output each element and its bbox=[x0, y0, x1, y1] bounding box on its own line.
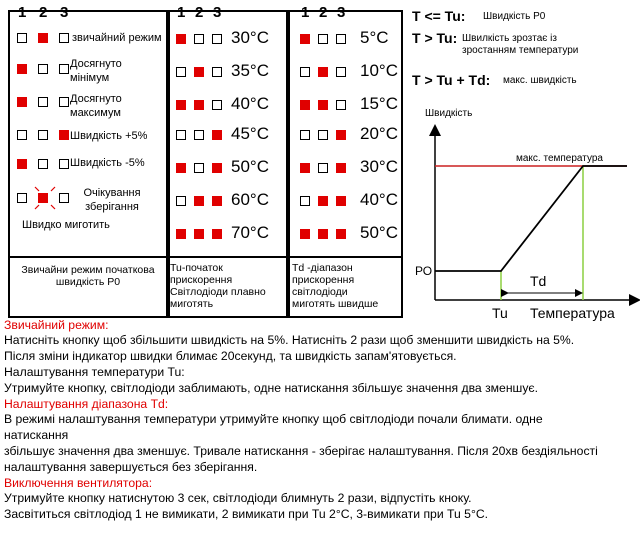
heading-normal-mode: Звичайний режим: bbox=[4, 318, 109, 332]
graph-max-label: макс. температура bbox=[516, 153, 603, 164]
td-led-4-3 bbox=[336, 130, 346, 140]
td-temp-1: 5°C bbox=[360, 28, 389, 47]
tu-led-3-3 bbox=[212, 100, 222, 110]
mode-header-2: 2 bbox=[39, 4, 48, 21]
mode-led-4-3 bbox=[59, 130, 69, 140]
legend-max-cond: T > Tu + Td: bbox=[412, 72, 491, 88]
blink-rays-icon bbox=[30, 184, 60, 214]
td-header-1: 1 bbox=[301, 4, 310, 21]
speed-curve bbox=[435, 166, 627, 271]
tu-led-3-1 bbox=[176, 100, 186, 110]
td-header-3: 3 bbox=[337, 4, 346, 21]
td-led-7-1 bbox=[300, 229, 310, 239]
tu-led-4-3 bbox=[212, 130, 222, 140]
mode-led-5-2 bbox=[38, 159, 48, 169]
tu-temp-4: 45°C bbox=[231, 124, 269, 143]
legend-gt-tu-cond: T > Tu: bbox=[412, 30, 458, 46]
mode-led-1-1 bbox=[17, 33, 27, 43]
mode-led-6-1 bbox=[17, 193, 27, 203]
tu-led-1-1 bbox=[176, 34, 186, 44]
mode-header-1: 1 bbox=[18, 4, 27, 21]
td-led-3-1 bbox=[300, 100, 310, 110]
mode-label-normal: звичайний режим bbox=[72, 32, 162, 44]
td-led-5-2 bbox=[318, 163, 328, 173]
heading-fan-off: Виключення вентилятора: bbox=[4, 476, 153, 490]
tu-led-2-1 bbox=[176, 67, 186, 77]
legend-tu-cond: T <= Tu: bbox=[412, 8, 466, 24]
td-led-6-2 bbox=[318, 196, 328, 206]
mode-led-2-1 bbox=[17, 64, 27, 74]
mode-led-2-2 bbox=[38, 64, 48, 74]
tu-led-3-2 bbox=[194, 100, 204, 110]
mode-led-3-1 bbox=[17, 97, 27, 107]
mode-led-2-3 bbox=[59, 64, 69, 74]
text-line-3: Після зміни індикатор швидки блимає 20секунд, та швидкість запам'ятовується. bbox=[4, 349, 457, 363]
td-temp-2: 10°C bbox=[360, 61, 398, 80]
tu-header-2: 2 bbox=[195, 4, 204, 21]
mode-footer-text: Звичайни режим початкова швидкість Р0 bbox=[21, 264, 155, 288]
mode-led-5-1 bbox=[17, 159, 27, 169]
tu-led-6-3 bbox=[212, 196, 222, 206]
tu-temp-7: 70°C bbox=[231, 223, 269, 242]
mode-header-3: 3 bbox=[60, 4, 69, 21]
td-temp-4: 20°C bbox=[360, 124, 398, 143]
td-led-3-2 bbox=[318, 100, 328, 110]
mode-label-plus: Швидкість +5% bbox=[70, 130, 148, 142]
tu-led-4-1 bbox=[176, 130, 186, 140]
tu-led-1-2 bbox=[194, 34, 204, 44]
mode-label-minus: Швидкість -5% bbox=[70, 157, 145, 169]
td-led-6-1 bbox=[300, 196, 310, 206]
mode-led-3-3 bbox=[59, 97, 69, 107]
tu-temp-5: 50°C bbox=[231, 157, 269, 176]
tu-led-5-3 bbox=[212, 163, 222, 173]
td-temp-6: 40°C bbox=[360, 190, 398, 209]
td-led-1-2 bbox=[318, 34, 328, 44]
td-led-1-1 bbox=[300, 34, 310, 44]
mode-label-min: Досягнуто мінімум bbox=[70, 58, 122, 84]
tu-temp-6: 60°C bbox=[231, 190, 269, 209]
mode-led-4-2 bbox=[38, 130, 48, 140]
td-temp-7: 50°C bbox=[360, 223, 398, 242]
td-led-3-3 bbox=[336, 100, 346, 110]
tu-led-6-2 bbox=[194, 196, 204, 206]
tu-led-2-2 bbox=[194, 67, 204, 77]
td-header-2: 2 bbox=[319, 4, 328, 21]
td-footer-text: Td -діапазон прискорення світлодіоди миготять швидше bbox=[292, 262, 379, 310]
tu-led-7-3 bbox=[212, 229, 222, 239]
tu-footer-text: Tu-початок прискорення Світлодіоди плавно миготять bbox=[170, 262, 266, 310]
text-line-7: В режимі налаштування температури утримуйте кнопку щоб світлодіоди почали блимати. одне bbox=[4, 412, 543, 426]
tu-panel bbox=[168, 10, 288, 258]
text-line-13: Засвітиться світлодіод 1 не вимикати, 2 вимикати при Tu 2°C, 3-вимикати при Tu 5°C. bbox=[4, 507, 489, 521]
graph-tu-label: Tu bbox=[492, 305, 508, 321]
td-led-1-3 bbox=[336, 34, 346, 44]
blink-label: Швидко миготить bbox=[22, 219, 110, 231]
text-line-10: налаштування завершується без зберігання. bbox=[4, 460, 258, 474]
text-line-12: Утримуйте кнопку натиснутою 3 сек, світлодіоди блимнуть 2 рази, відпустіть кноку. bbox=[4, 491, 472, 505]
mode-led-3-2 bbox=[38, 97, 48, 107]
mode-led-5-3 bbox=[59, 159, 69, 169]
text-line-9: збільшує значення два зменшує. Тривале натискання - зберігає налаштування. Після 20хв бездіяльності bbox=[4, 444, 598, 458]
tu-led-6-1 bbox=[176, 196, 186, 206]
text-line-5: Утримуйте кнопку, світлодіоди заблимають, одне натискання збільшує значення два зменшує. bbox=[4, 381, 539, 395]
mode-led-1-2 bbox=[38, 33, 48, 43]
tu-header-1: 1 bbox=[177, 4, 186, 21]
graph-p0-label: РО bbox=[415, 264, 433, 278]
heading-tu: Налаштування температури Tu: bbox=[4, 365, 185, 379]
tu-led-5-1 bbox=[176, 163, 186, 173]
tu-led-1-3 bbox=[212, 34, 222, 44]
mode-label-max: Досягнуто максимум bbox=[70, 93, 122, 119]
legend-tu-desc: Швидкість Р0 bbox=[483, 11, 546, 22]
tu-header-3: 3 bbox=[213, 4, 222, 21]
td-temp-5: 30°C bbox=[360, 157, 398, 176]
td-led-4-2 bbox=[318, 130, 328, 140]
legend-max-desc: макс. швидкість bbox=[503, 75, 577, 86]
legend-gt-tu-desc: Швилкість зрозтає із зростанням температури bbox=[462, 33, 579, 56]
tu-temp-2: 35°C bbox=[231, 61, 269, 80]
speed-graph bbox=[405, 100, 640, 325]
graph-td-label: Td bbox=[530, 273, 547, 289]
text-line-2: Натисніть кнопку щоб збільшити швидкість на 5%. Натисніть 2 рази щоб зменшити швидкість на 5%. bbox=[4, 333, 575, 347]
mode-label-wait: Очікування зберігання bbox=[83, 187, 141, 213]
td-temp-3: 15°C bbox=[360, 94, 398, 113]
tu-led-7-2 bbox=[194, 229, 204, 239]
td-led-2-3 bbox=[336, 67, 346, 77]
tu-led-5-2 bbox=[194, 163, 204, 173]
td-led-2-2 bbox=[318, 67, 328, 77]
mode-led-1-3 bbox=[59, 33, 69, 43]
tu-temp-1: 30°C bbox=[231, 28, 269, 47]
td-led-7-2 bbox=[318, 229, 328, 239]
td-led-5-3 bbox=[336, 163, 346, 173]
td-led-2-1 bbox=[300, 67, 310, 77]
tu-led-7-1 bbox=[176, 229, 186, 239]
td-led-6-3 bbox=[336, 196, 346, 206]
mode-led-4-1 bbox=[17, 130, 27, 140]
td-led-5-1 bbox=[300, 163, 310, 173]
td-led-4-1 bbox=[300, 130, 310, 140]
tu-temp-3: 40°C bbox=[231, 94, 269, 113]
heading-td: Налаштування діапазона Td: bbox=[4, 397, 169, 411]
td-led-7-3 bbox=[336, 229, 346, 239]
mode-led-6-3 bbox=[59, 193, 69, 203]
graph-y-label: Швидкість bbox=[425, 108, 473, 119]
graph-x-label: Температура bbox=[530, 305, 615, 321]
tu-led-2-3 bbox=[212, 67, 222, 77]
tu-led-4-2 bbox=[194, 130, 204, 140]
text-line-8: натискання bbox=[4, 428, 69, 442]
